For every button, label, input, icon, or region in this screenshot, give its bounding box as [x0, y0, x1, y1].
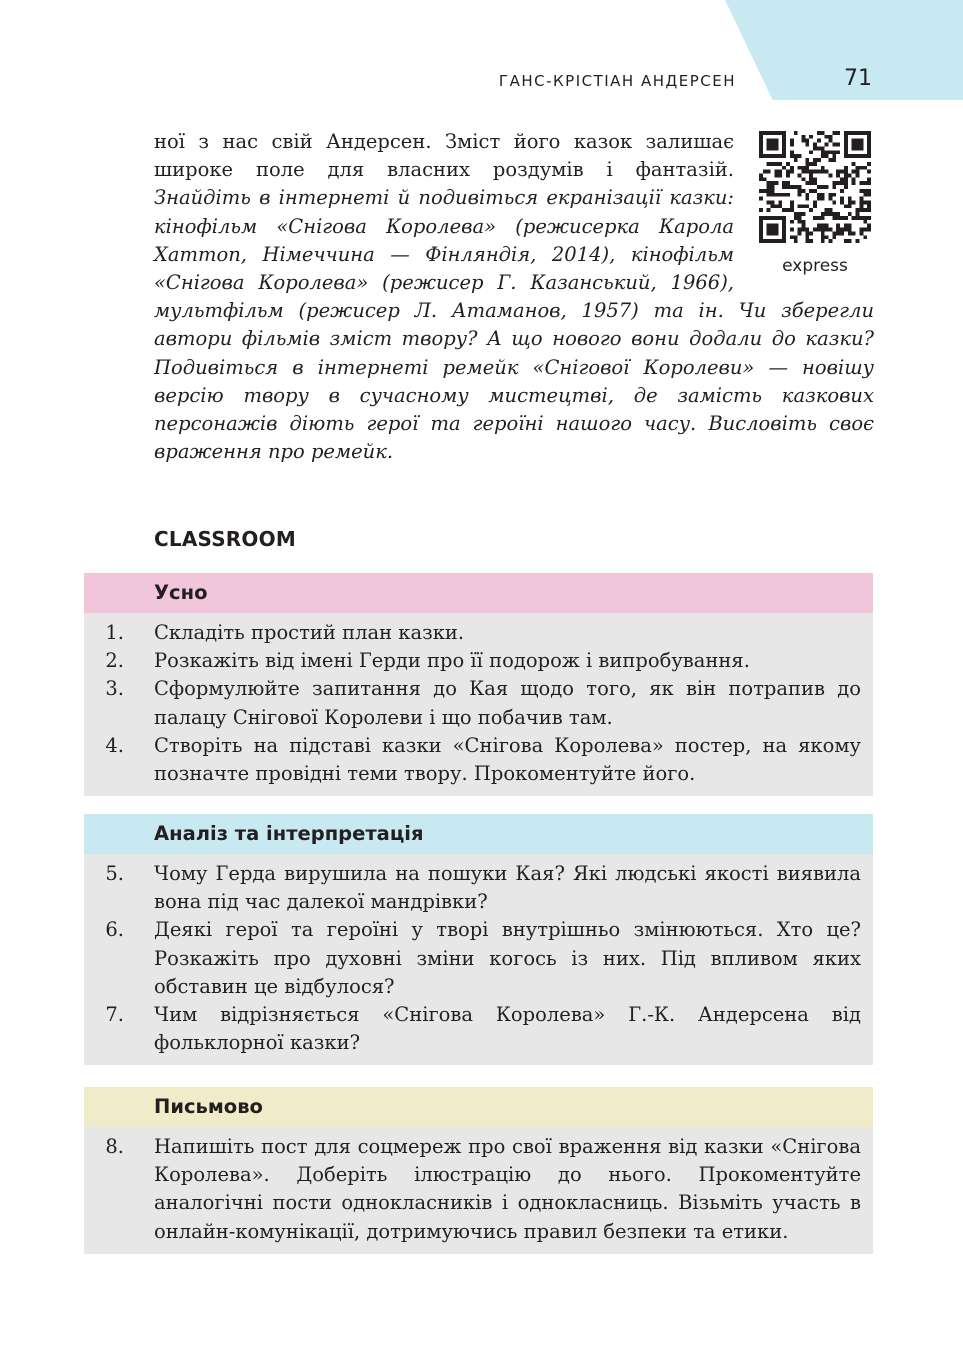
task-text: Створіть на підставі казки «Снігова Королева» постер, на якому позначте провідні теми твору. Прокоментуйте його.	[154, 733, 861, 786]
task-number: 6.	[105, 918, 124, 942]
running-head: ГАНС-КРІСТІАН АНДЕРСЕН	[498, 72, 736, 90]
task-number: 8.	[105, 1135, 124, 1158]
section-written	[84, 1087, 873, 1254]
task-text: Напишіть пост для соцмереж про свої враження від казки «Снігова Королева». Доберіть ілюстрацію до нього. Прокоментуйте аналогічні пости однокласників і однокласниць. Візьміть участь в онлайн-комунікації, дотримуючись правил безпеки та етики.	[154, 1135, 861, 1243]
task-item	[84, 1001, 861, 1057]
classroom-title: CLASSROOM	[154, 527, 296, 551]
task-item	[84, 916, 861, 1001]
task-item	[84, 732, 861, 788]
intro-paragraph	[154, 128, 874, 466]
task-text: Деякі герої та героїні у творі внутрішньо змінюються. Хто це? Розкажіть про духовні зміни когось із них. Під впливом яких обставин це відбулося?	[154, 918, 861, 998]
task-text: Сформулюйте запитання до Кая щодо того, як він потрапив до палацу Снігової Королеви і що побачив там.	[154, 677, 861, 729]
task-number: 5.	[105, 862, 124, 885]
task-number: 3.	[105, 677, 124, 701]
task-number: 1.	[105, 621, 124, 644]
task-number: 7.	[105, 1003, 124, 1027]
task-item	[84, 860, 861, 916]
task-text: Чим відрізняється «Снігова Королева» Г.-К. Андерсена від фольклорної казки?	[154, 1003, 861, 1055]
task-list-analysis	[84, 854, 873, 1065]
section-title-written: Письмово	[84, 1087, 873, 1127]
section-title-analysis: Аналіз та інтерпретація	[84, 814, 873, 854]
intro-italic-text: Знайдіть в інтернеті й подивіться екранізації казки: кінофільм «Снігова Королева» (режисерка Карола Хаттоп, Німеччина — Фінляндія, 2014), кінофільм «Снігова Королева» (режисер Г. Казанський, 1966), мультфільм (режисер Л. Атаманов, 1957) та ін. Чи зберегли автори фільмів зміст твору? А що нового вони додали до казки? Подивіться в інтернеті ремейк «Снігової Королеви» — новішу версію твору в сучасному мистецтві, де замість казкових персонажів діють герої та героїні нашого часу. Висловіть своє враження про ремейк.	[154, 186, 874, 464]
task-number: 4.	[105, 733, 124, 757]
task-text: Розкажіть від імені Герди про її подорож і випробування.	[154, 649, 750, 673]
task-item	[84, 619, 861, 647]
intro-plain-text: ної з нас свій Андерсен. Зміст його казок залишає широке поле для власних роздумів і фантазій.	[154, 130, 734, 182]
page-number: 71	[844, 66, 872, 91]
section-title-oral: Усно	[84, 573, 873, 613]
task-number: 2.	[105, 649, 124, 673]
qr-code-icon[interactable]	[759, 131, 871, 243]
section-oral	[84, 573, 873, 796]
task-text: Складіть простий план казки.	[154, 621, 465, 644]
task-item	[84, 675, 861, 731]
section-analysis	[84, 814, 873, 1065]
qr-label: express	[782, 256, 848, 276]
qr-block[interactable]	[756, 131, 874, 289]
task-text: Чому Герда вирушила на пошуки Кая? Які людські якості виявила вона під час далекої мандрівки?	[154, 862, 861, 914]
task-list-oral	[84, 613, 873, 796]
task-item	[84, 1133, 861, 1246]
task-item	[84, 647, 861, 675]
task-list-written	[84, 1127, 873, 1254]
